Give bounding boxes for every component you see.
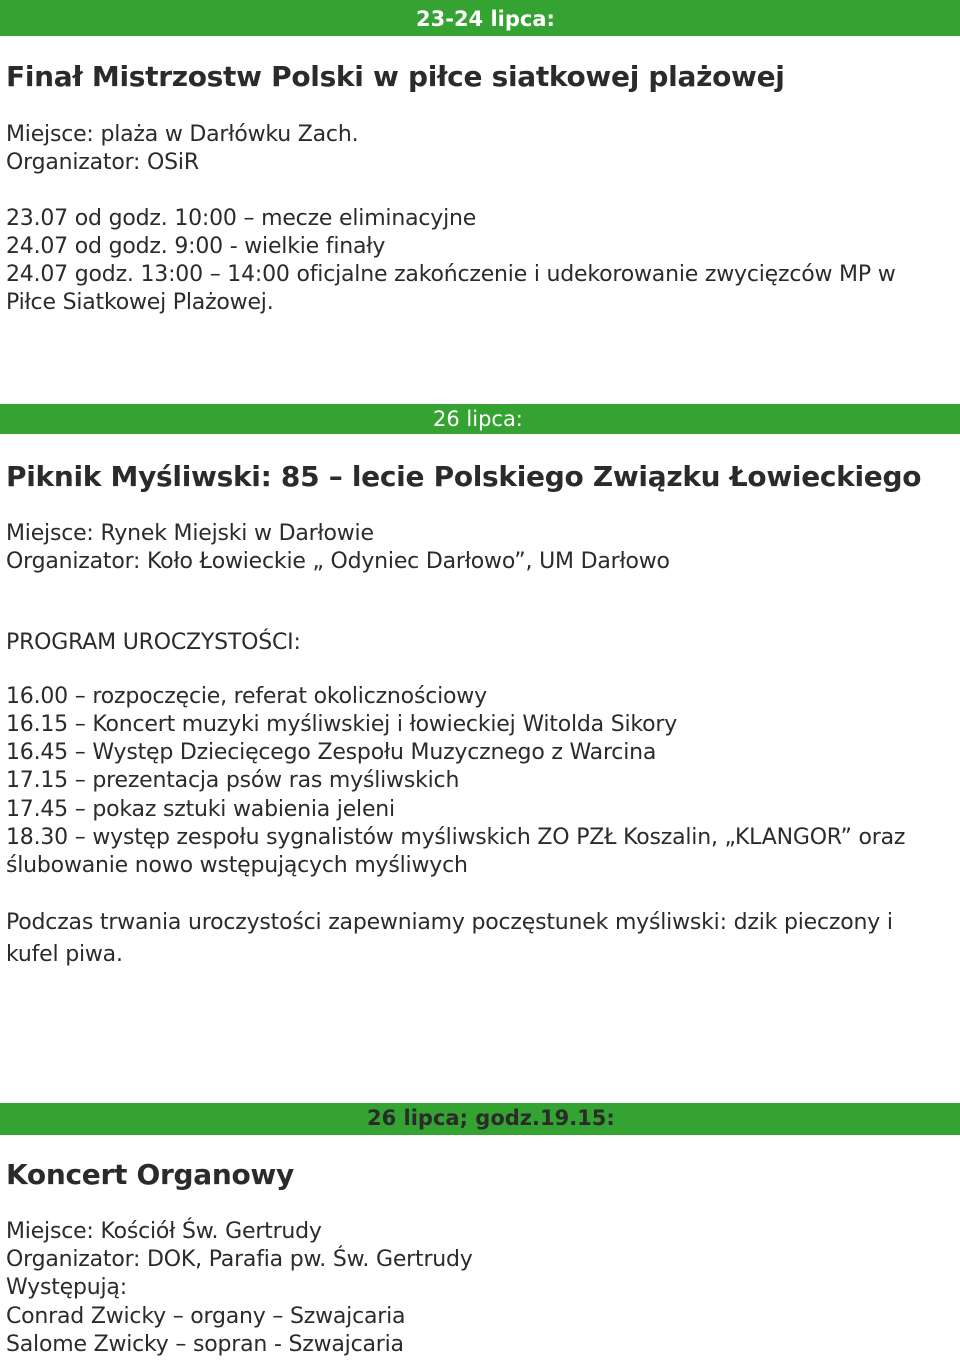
- event-title-3: Koncert Organowy: [6, 1158, 294, 1191]
- program-item: 16.45 – Występ Dziecięcego Zespołu Muzycznego z Warcina: [6, 740, 657, 765]
- date-label-1: 23-24 lipca:: [416, 7, 555, 31]
- program-item: 18.30 – występ zespołu sygnalistów myśliwskich ZO PZŁ Koszalin, „KLANGOR” oraz: [6, 825, 906, 850]
- event-title-2: Piknik Myśliwski: 85 – lecie Polskiego Związku Łowieckiego: [6, 460, 922, 493]
- schedule-line: 24.07 godz. 13:00 – 14:00 oficjalne zakończenie i udekorowanie zwycięzców MP w: [6, 262, 896, 287]
- program-item: 17.45 – pokaz sztuki wabienia jeleni: [6, 797, 395, 822]
- event-place-2: Miejsce: Rynek Miejski w Darłowie: [6, 521, 374, 546]
- program-item: 16.15 – Koncert muzyki myśliwskiej i łowieckiej Witolda Sikory: [6, 712, 678, 737]
- performer-item: Salome Zwicky – sopran - Szwajcaria: [6, 1332, 404, 1357]
- date-label-2: 26 lipca:: [433, 407, 523, 431]
- schedule-line: 24.07 od godz. 9:00 - wielkie finały: [6, 234, 386, 259]
- note-line: kufel piwa.: [6, 942, 123, 967]
- program-item: 17.15 – prezentacja psów ras myśliwskich: [6, 768, 460, 793]
- performer-item: Conrad Zwicky – organy – Szwajcaria: [6, 1304, 406, 1329]
- event-place-3: Miejsce: Kościół Św. Gertrudy: [6, 1219, 322, 1244]
- event-title-1: Finał Mistrzostw Polski w piłce siatkowej plażowej: [6, 60, 785, 93]
- schedule-line: 23.07 od godz. 10:00 – mecze eliminacyjne: [6, 206, 477, 231]
- event-place-1: Miejsce: plaża w Darłówku Zach.: [6, 122, 359, 147]
- event-organizer-3: Organizator: DOK, Parafia pw. Św. Gertrudy: [6, 1247, 473, 1272]
- program-item: ślubowanie nowo wstępujących myśliwych: [6, 853, 468, 878]
- program-header: PROGRAM UROCZYSTOŚCI:: [6, 630, 301, 655]
- date-banner-2: [0, 404, 960, 434]
- schedule-line: Piłce Siatkowej Plażowej.: [6, 290, 274, 315]
- event-organizer-2: Organizator: Koło Łowieckie „ Odyniec Darłowo”, UM Darłowo: [6, 549, 670, 574]
- date-banner-1: [0, 0, 960, 36]
- event-organizer-1: Organizator: OSiR: [6, 150, 199, 175]
- note-line: Podczas trwania uroczystości zapewniamy poczęstunek myśliwski: dzik pieczony i: [6, 910, 893, 935]
- performers-header: Występują:: [6, 1275, 127, 1300]
- program-item: 16.00 – rozpoczęcie, referat okolicznościowy: [6, 684, 487, 709]
- date-label-3: 26 lipca; godz.19.15:: [367, 1106, 615, 1130]
